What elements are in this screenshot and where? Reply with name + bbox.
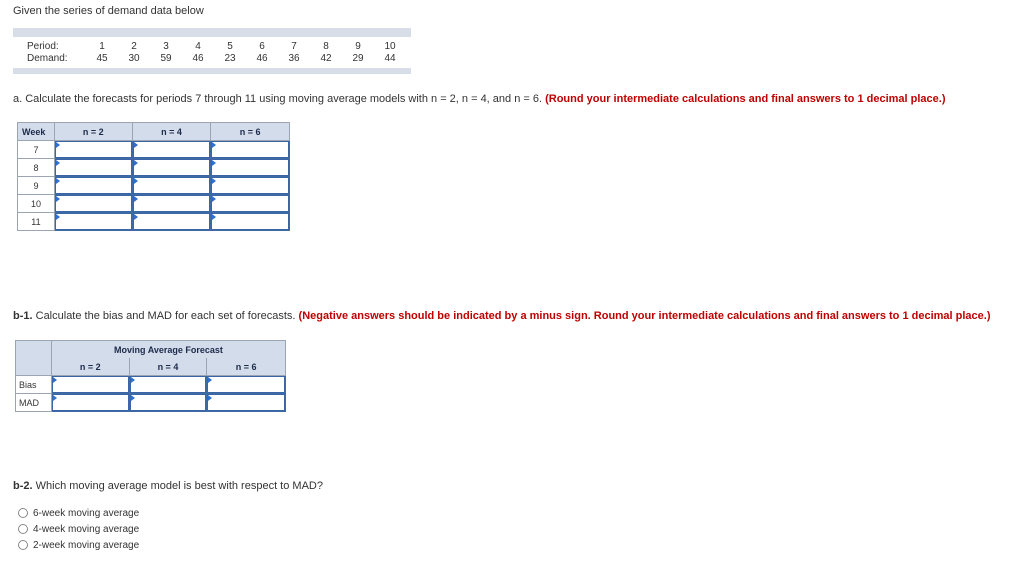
option-6-week[interactable] <box>18 505 139 521</box>
demand-bottom-bar <box>13 68 411 74</box>
header-n6: n = 6 <box>211 123 290 141</box>
table-row <box>16 376 286 394</box>
bias-input-n4[interactable] <box>130 376 207 393</box>
demand-top-bar <box>13 28 411 37</box>
header-n6: n = 6 <box>207 358 286 376</box>
period-cell: 10 <box>384 41 396 52</box>
period-cell: 7 <box>291 41 297 52</box>
forecast-input-w10-n2[interactable] <box>55 195 132 212</box>
bias-input-n2[interactable] <box>52 376 129 393</box>
bias-mad-table <box>15 340 286 412</box>
period-cell: 5 <box>227 41 233 52</box>
week-label: 7 <box>18 141 55 159</box>
period-cell: 8 <box>323 41 329 52</box>
demand-cell: 46 <box>256 53 268 64</box>
bias-input-n6[interactable] <box>207 376 285 393</box>
part-b1-label: b-1. <box>13 310 33 322</box>
demand-cell: 59 <box>160 53 172 64</box>
bias-mad-group-header-row <box>16 341 286 359</box>
forecast-input-w9-n4[interactable] <box>133 177 211 194</box>
demand-cell: 42 <box>320 53 332 64</box>
period-cell: 9 <box>355 41 361 52</box>
mad-input-n2[interactable] <box>52 394 129 411</box>
header-n4: n = 4 <box>132 123 211 141</box>
forecast-table <box>17 122 290 231</box>
table-row <box>16 394 286 412</box>
forecast-input-w11-n4[interactable] <box>133 213 211 230</box>
part-b1-instruction: (Negative answers should be indicated by a minus sign. Round your intermediate calculations and final answers to 1 decimal place.) <box>298 310 991 322</box>
header-n2: n = 2 <box>51 358 129 376</box>
part-b1-text: Calculate the bias and MAD for each set of forecasts. <box>35 310 296 322</box>
bias-label: Bias <box>16 376 52 394</box>
group-header: Moving Average Forecast <box>51 341 285 359</box>
forecast-input-w7-n4[interactable] <box>133 141 211 158</box>
bias-mad-header-row <box>16 358 286 376</box>
option-4-week[interactable] <box>18 521 139 537</box>
mad-input-n6[interactable] <box>207 394 285 411</box>
week-label: 9 <box>18 177 55 195</box>
week-label: 11 <box>18 213 55 231</box>
part-a-instruction: (Round your intermediate calculations and final answers to 1 decimal place.) <box>545 93 946 105</box>
table-row <box>18 213 290 231</box>
period-cell: 4 <box>195 41 201 52</box>
part-a-question <box>13 93 946 106</box>
demand-cell: 23 <box>224 53 236 64</box>
option-2-week[interactable] <box>18 537 139 553</box>
mad-options-group <box>18 505 139 553</box>
forecast-header-row <box>18 123 290 141</box>
forecast-input-w10-n4[interactable] <box>133 195 211 212</box>
part-b2-label: b-2. <box>13 480 33 492</box>
blank-header <box>16 341 52 359</box>
period-label: Period: <box>27 41 59 52</box>
part-b1-question <box>13 310 991 323</box>
part-b2-text: Which moving average model is best with respect to MAD? <box>35 480 323 492</box>
header-week: Week <box>18 123 55 141</box>
forecast-input-w10-n6[interactable] <box>211 195 289 212</box>
forecast-input-w11-n2[interactable] <box>55 213 132 230</box>
forecast-input-w7-n2[interactable] <box>55 141 132 158</box>
header-n4: n = 4 <box>129 358 207 376</box>
forecast-input-w8-n6[interactable] <box>211 159 289 176</box>
demand-cell: 44 <box>384 53 396 64</box>
part-a-prefix: a. Calculate the forecasts for periods 7 through 11 using moving average models with <box>13 93 432 105</box>
forecast-input-w7-n6[interactable] <box>211 141 289 158</box>
option-label: 2-week moving average <box>33 539 140 551</box>
part-a-n-values: n = 2, n = 4, and n = 6. <box>431 93 543 105</box>
period-cell: 1 <box>99 41 105 52</box>
intro-text: Given the series of demand data below <box>13 5 204 17</box>
mad-label: MAD <box>16 394 52 412</box>
forecast-input-w11-n6[interactable] <box>211 213 289 230</box>
demand-cell: 30 <box>128 53 140 64</box>
option-label: 4-week moving average <box>33 523 140 535</box>
week-label: 10 <box>18 195 55 213</box>
table-row <box>18 195 290 213</box>
radio-button[interactable] <box>18 524 28 534</box>
radio-button[interactable] <box>18 508 28 518</box>
demand-cell: 36 <box>288 53 300 64</box>
radio-button[interactable] <box>18 540 28 550</box>
demand-cell: 46 <box>192 53 204 64</box>
demand-cell: 29 <box>352 53 364 64</box>
table-row <box>18 159 290 177</box>
period-cell: 6 <box>259 41 265 52</box>
forecast-input-w9-n6[interactable] <box>211 177 289 194</box>
forecast-input-w8-n2[interactable] <box>55 159 132 176</box>
demand-cell: 45 <box>96 53 108 64</box>
table-row <box>18 177 290 195</box>
forecast-input-w9-n2[interactable] <box>55 177 132 194</box>
header-n2: n = 2 <box>54 123 132 141</box>
period-cell: 3 <box>163 41 169 52</box>
forecast-input-w8-n4[interactable] <box>133 159 211 176</box>
option-label: 6-week moving average <box>33 507 140 519</box>
blank-subheader <box>16 358 52 376</box>
mad-input-n4[interactable] <box>130 394 207 411</box>
week-label: 8 <box>18 159 55 177</box>
demand-label: Demand: <box>27 53 68 64</box>
table-row <box>18 141 290 159</box>
period-cell: 2 <box>131 41 137 52</box>
part-b2-question <box>13 480 323 493</box>
